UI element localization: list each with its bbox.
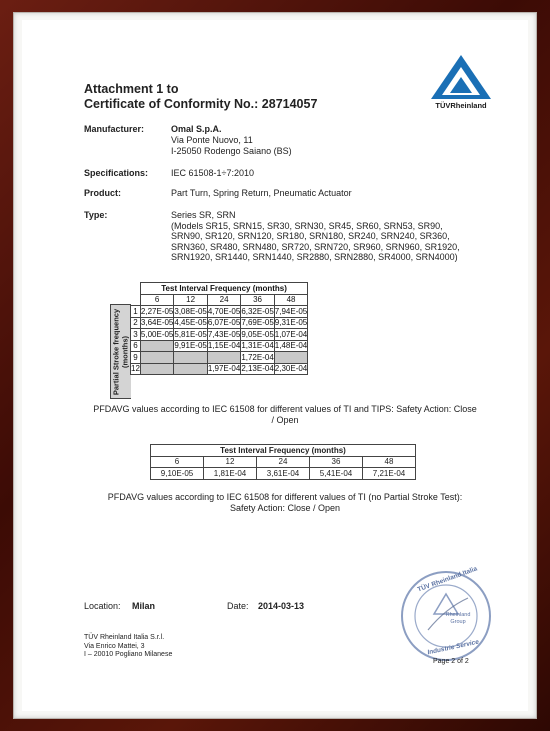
value-cell: 3,64E-05 — [140, 318, 174, 328]
tuv-logo — [428, 53, 494, 109]
title-line-1: Attachment 1 to — [84, 82, 179, 96]
manufacturer-address-2: I-25050 Rodengo Saiano (BS) — [171, 146, 292, 156]
value-cell: 2,30E-04 — [274, 364, 308, 374]
stamp-center-text: Rheinland Group — [445, 612, 471, 625]
location-value: Milan — [132, 601, 156, 611]
value-cell: 7,21E-04 — [363, 468, 416, 480]
certificate-number: 28714057 — [261, 97, 318, 111]
type-line: Series SR, SRN — [171, 210, 236, 220]
value-cell: 3,61E-04 — [257, 468, 310, 480]
value-cell: 4,45E-05 — [174, 318, 207, 328]
value-cell: 1,72E-04 — [241, 352, 274, 362]
caption-line: PFDAVG values according to IEC 61508 for different values of TI (no Partial Stroke Test): — [107, 492, 463, 502]
page-number: Page 2 of 2 — [433, 658, 469, 665]
ps-cell: 3 — [131, 329, 141, 341]
title-line-2 — [84, 97, 317, 112]
date-label: Date: — [227, 601, 249, 611]
value-cell: 9,31E-05 — [274, 318, 308, 328]
attachment-title — [84, 82, 317, 112]
type-line: (Models SR15, SRN15, SR30, SRN30, SR45, SR60, SRN53, SR90, — [171, 220, 443, 231]
empty-cell — [207, 352, 240, 364]
col-header: 48 — [274, 294, 307, 306]
value-cell: 3,08E-05 — [174, 306, 207, 316]
value-cell: 5,00E-05 — [140, 329, 174, 339]
manufacturer-address-1: Via Ponte Nuovo, 11 — [171, 135, 253, 145]
col-header: 36 — [241, 294, 274, 306]
empty-cell — [174, 363, 207, 375]
col-header: 24 — [257, 456, 310, 468]
type-label: Type: — [84, 210, 108, 220]
value-cell: 6,32E-05 — [241, 306, 274, 316]
col-header: 6 — [151, 456, 204, 468]
ps-table-body — [131, 306, 308, 375]
table-corner — [131, 294, 141, 306]
ps-cell: 2 — [131, 317, 141, 329]
value-cell: 2,13E-04 — [241, 364, 274, 374]
type-line: SRN90, SR120, SRN120, SR180, SRN180, SR240, SRN240, SR360, — [171, 231, 450, 242]
ps-side-label: Partial Stroke frequency (months) — [111, 308, 129, 395]
value-cell: 6,07E-05 — [207, 318, 241, 328]
manufacturer-label: Manufacturer: — [84, 124, 145, 134]
table-row — [131, 317, 308, 329]
ps-table — [130, 282, 308, 375]
tuv-logo-text: TÜVRheinland — [435, 101, 487, 110]
ti-table — [150, 444, 416, 480]
col-header: 6 — [140, 294, 173, 306]
value-cell: 2,27E-05 — [140, 306, 174, 316]
value-cell: 1,48E-04 — [274, 341, 308, 351]
location-label: Location: — [84, 601, 121, 611]
specifications-label: Specifications: — [84, 168, 149, 178]
table2-title: Test Interval Frequency (months) — [151, 445, 416, 457]
col-header: 36 — [310, 456, 363, 468]
value-cell: 4,70E-05 — [207, 306, 241, 316]
col-header: 12 — [174, 294, 207, 306]
col-header: 48 — [363, 456, 416, 468]
date-value: 2014-03-13 — [258, 601, 305, 611]
value-cell: 1,31E-04 — [241, 341, 274, 351]
caption-line: / Open — [271, 414, 299, 425]
value-cell: 9,10E-05 — [151, 468, 204, 480]
table1-caption — [80, 404, 490, 425]
specifications-value: IEC 61508-1÷7:2010 — [171, 168, 254, 178]
ps-cell: 12 — [131, 364, 140, 374]
table-corner — [131, 283, 141, 295]
tuv-triangle-icon — [428, 53, 494, 101]
certificate-page — [22, 20, 528, 711]
value-cell: 5,41E-04 — [310, 468, 363, 480]
empty-cell — [274, 352, 307, 364]
empty-cell — [174, 352, 207, 364]
table-row — [131, 340, 308, 352]
product-label: Product: — [84, 188, 121, 198]
type-line: SRN360, SR480, SRN480, SR720, SRN720, SR960, SRN960, SR1920, — [171, 241, 460, 252]
table2-caption — [80, 492, 490, 513]
value-cell: 1,97E-04 — [207, 364, 241, 374]
stamp-top-text: TÜV Rheinland Italia — [416, 565, 479, 594]
company-address — [84, 634, 172, 660]
manufacturer-name: Omal S.p.A. — [171, 124, 222, 134]
empty-cell — [140, 340, 173, 352]
caption-line: Safety Action: Close / Open — [229, 502, 341, 513]
company-line: Via Enrico Mattei, 3 — [84, 642, 145, 650]
table-row — [131, 363, 308, 375]
stamp-bottom-text: Industrie Service — [426, 638, 480, 657]
value-cell: 1,07E-04 — [274, 329, 308, 339]
product-value: Part Turn, Spring Return, Pneumatic Actuator — [171, 188, 352, 198]
empty-cell — [140, 363, 173, 375]
ps-cell: 6 — [131, 340, 141, 352]
col-header: 24 — [207, 294, 240, 306]
company-line: I – 20010 Pogliano Milanese — [84, 651, 173, 658]
value-cell: 7,69E-05 — [241, 318, 274, 328]
table-row — [151, 468, 416, 480]
value-cell: 9,91E-05 — [174, 341, 207, 351]
title-prefix: Certificate of Conformity No.: — [84, 97, 262, 111]
col-header: 12 — [204, 456, 257, 468]
table-row — [131, 306, 308, 318]
ps-side-cell — [110, 304, 131, 399]
table-row — [131, 352, 308, 364]
type-line: SRN1920, SR1440, SRN1440, SR2880, SRN2880, SR4000, SRN4000) — [171, 252, 458, 263]
value-cell: 1,15E-04 — [207, 341, 241, 351]
caption-line: PFDAVG values according to IEC 61508 for different values of TI and TIPS: Safety Action: Close — [93, 404, 477, 414]
type-list — [171, 210, 460, 263]
company-line: TÜV Rheinland Italia S.r.l. — [84, 634, 165, 641]
ps-cell: 1 — [131, 306, 141, 318]
value-cell: 5,81E-05 — [174, 329, 207, 339]
table1-title: Test Interval Frequency (months) — [140, 283, 307, 295]
table-row — [131, 329, 308, 341]
value-cell: 1,81E-04 — [204, 468, 257, 480]
ps-cell: 9 — [131, 352, 141, 364]
value-cell: 7,43E-05 — [207, 329, 241, 339]
value-cell: 9,05E-05 — [241, 329, 274, 339]
empty-cell — [140, 352, 173, 364]
value-cell: 7,94E-05 — [274, 306, 308, 316]
